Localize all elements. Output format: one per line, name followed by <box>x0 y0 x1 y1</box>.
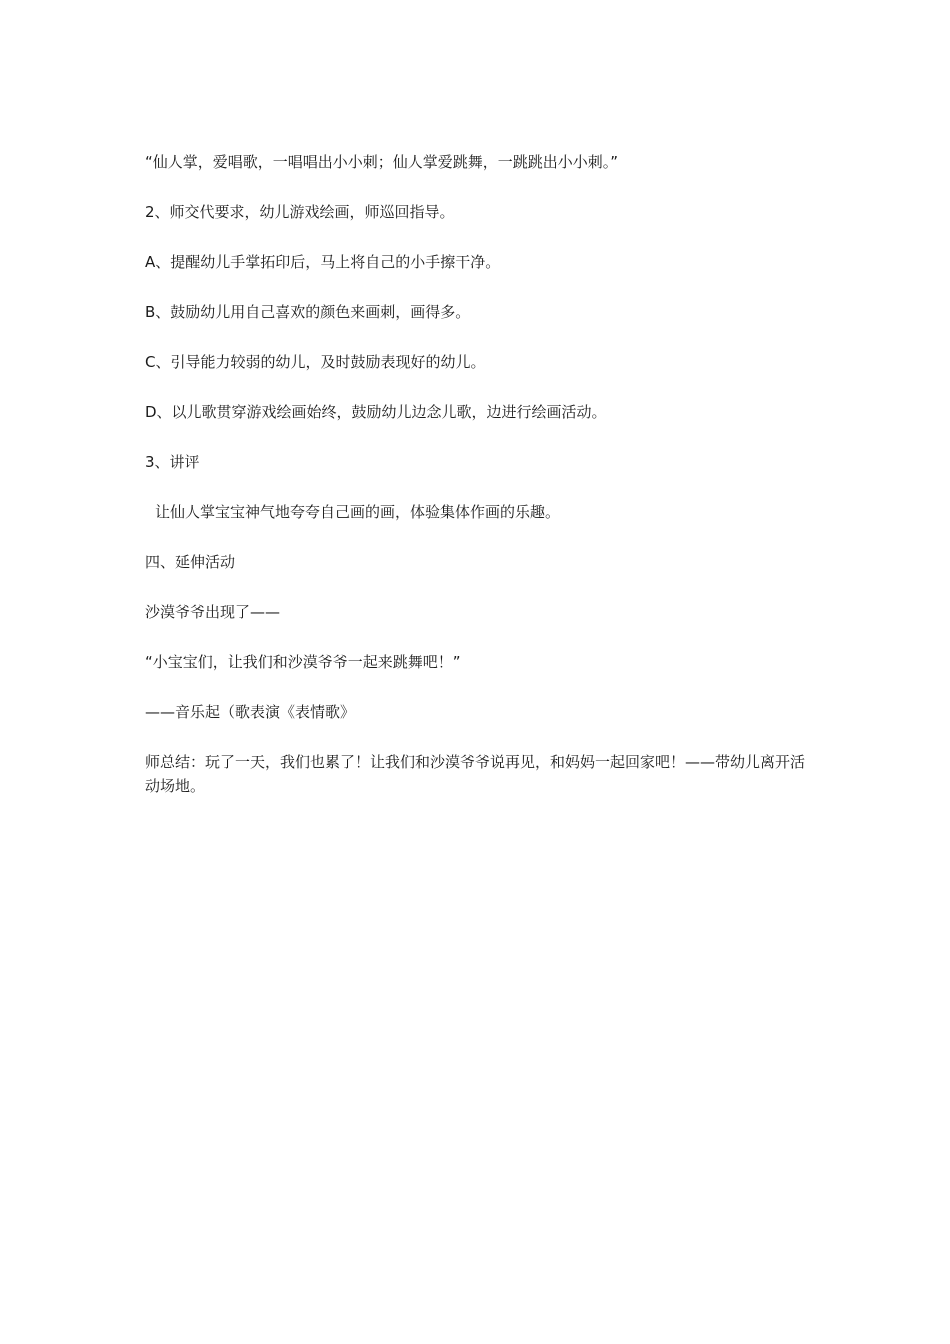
paragraph-item-d: D、以儿歌贯穿游戏绘画始终，鼓励幼儿边念儿歌，边进行绘画活动。 <box>145 403 607 421</box>
paragraph-step-3: 3、讲评 <box>145 453 200 471</box>
paragraph-item-a: A、提醒幼儿手掌拓印后，马上将自己的小手擦干净。 <box>145 253 501 271</box>
paragraph-review: 让仙人掌宝宝神气地夸夸自己画的画，体验集体作画的乐趣。 <box>155 503 561 521</box>
paragraph-music: ——音乐起（歌表演《表情歌》 <box>145 703 356 721</box>
document-body <box>145 150 815 824</box>
paragraph-desert-grandpa: 沙漠爷爷出现了—— <box>145 603 281 621</box>
paragraph-item-b: B、鼓励幼儿用自己喜欢的颜色来画刺，画得多。 <box>145 303 471 321</box>
paragraph-summary: 师总结：玩了一天，我们也累了！让我们和沙漠爷爷说再见，和妈妈一起回家吧！——带幼儿离开活动场地。 <box>145 753 806 795</box>
paragraph-song-quote: “仙人掌，爱唱歌，一唱唱出小小刺；仙人掌爱跳舞，一跳跳出小小刺。” <box>145 153 619 171</box>
section-heading-extension: 四、延伸活动 <box>145 553 236 571</box>
paragraph-invitation-quote: “小宝宝们，让我们和沙漠爷爷一起来跳舞吧！” <box>145 653 461 671</box>
paragraph-item-c: C、引导能力较弱的幼儿，及时鼓励表现好的幼儿。 <box>145 353 486 371</box>
paragraph-step-2: 2、师交代要求，幼儿游戏绘画，师巡回指导。 <box>145 203 455 221</box>
